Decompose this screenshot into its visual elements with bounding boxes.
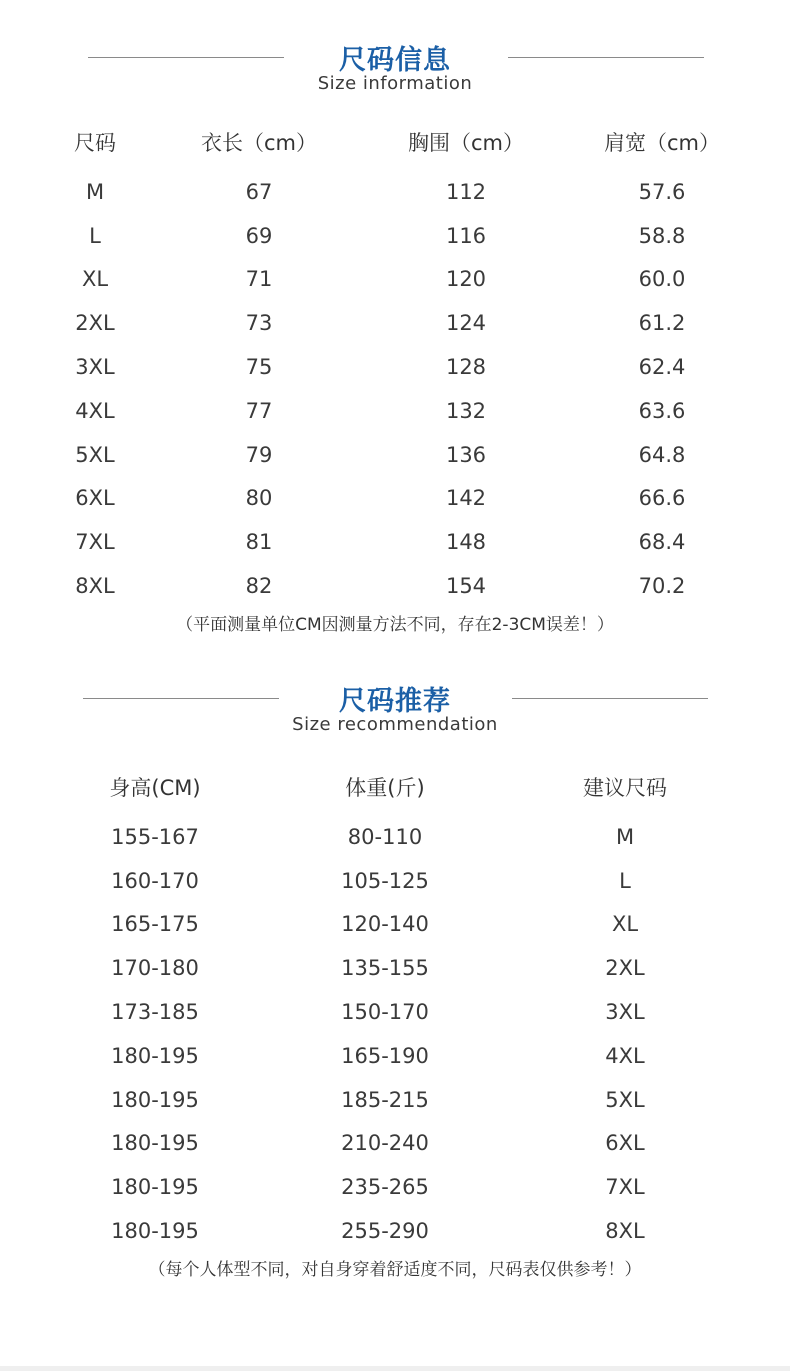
chest-cell: 124 <box>445 311 487 336</box>
shoulder-cell: 68.4 <box>638 530 686 555</box>
length-cell: 82 <box>245 574 273 599</box>
table-row <box>40 345 760 389</box>
table-row <box>55 946 735 990</box>
shoulder-cell: 64.8 <box>638 442 686 467</box>
col-shoulder-header: 肩宽（cm） <box>603 131 720 155</box>
chest-cell: 142 <box>445 486 487 511</box>
table-row <box>55 903 735 947</box>
chest-cell: 136 <box>445 442 487 467</box>
size-rec-header <box>0 640 790 735</box>
table-row <box>55 1209 735 1253</box>
height-cell: 180-195 <box>111 1175 199 1200</box>
recommended-size-cell: 5XL <box>605 1087 645 1112</box>
shoulder-cell: 60.0 <box>638 267 686 292</box>
chest-cell: 120 <box>445 267 487 292</box>
table-row <box>40 389 760 433</box>
table-row <box>40 214 760 258</box>
table-row <box>55 1034 735 1078</box>
table-row <box>40 520 760 564</box>
col-chest-header: 胸围（cm） <box>407 131 524 155</box>
recommended-size-cell: 7XL <box>605 1175 645 1200</box>
col-height-header: 身高(CM) <box>109 776 201 800</box>
recommended-size-cell: 4XL <box>605 1043 645 1068</box>
weight-cell: 80-110 <box>347 824 423 849</box>
length-cell: 67 <box>245 179 273 204</box>
size-cell: 6XL <box>75 486 115 511</box>
height-cell: 180-195 <box>111 1043 199 1068</box>
height-cell: 165-175 <box>111 912 199 937</box>
weight-cell: 150-170 <box>341 1000 429 1025</box>
shoulder-cell: 62.4 <box>638 355 686 380</box>
table-row <box>55 815 735 859</box>
chest-cell: 148 <box>445 530 487 555</box>
recommended-size-cell: M <box>615 824 635 849</box>
col-weight-header: 体重(斤) <box>345 776 425 800</box>
length-cell: 69 <box>245 223 273 248</box>
size-info-subtitle: Size information <box>317 73 473 94</box>
shoulder-cell: 63.6 <box>638 398 686 423</box>
length-cell: 71 <box>245 267 273 292</box>
recommended-size-cell: L <box>619 868 631 893</box>
weight-cell: 185-215 <box>341 1087 429 1112</box>
table-row <box>55 1165 735 1209</box>
shoulder-cell: 66.6 <box>638 486 686 511</box>
shoulder-cell: 58.8 <box>638 223 686 248</box>
size-info-title: 尺码信息 <box>339 45 451 76</box>
recommended-size-cell: 2XL <box>605 956 645 981</box>
height-cell: 180-195 <box>111 1087 199 1112</box>
weight-cell: 235-265 <box>341 1175 429 1200</box>
shoulder-cell: 61.2 <box>638 311 686 336</box>
table-row <box>55 859 735 903</box>
length-cell: 75 <box>245 355 273 380</box>
recommended-size-cell: 3XL <box>605 1000 645 1025</box>
height-cell: 170-180 <box>111 956 199 981</box>
weight-cell: 165-190 <box>341 1043 429 1068</box>
size-cell: 8XL <box>75 574 115 599</box>
size-info-table <box>40 114 760 608</box>
table-row <box>40 301 760 345</box>
size-info-note: （平面测量单位CM因测量方法不同，存在2-3CM误差！） <box>176 615 614 635</box>
length-cell: 81 <box>245 530 273 555</box>
height-cell: 180-195 <box>111 1131 199 1156</box>
height-cell: 160-170 <box>111 868 199 893</box>
table-row <box>55 990 735 1034</box>
chest-cell: 128 <box>445 355 487 380</box>
chest-cell: 132 <box>445 398 487 423</box>
table-row <box>55 1122 735 1166</box>
length-cell: 73 <box>245 311 273 336</box>
recommended-size-cell: XL <box>611 912 639 937</box>
size-cell: 5XL <box>75 442 115 467</box>
recommended-size-cell: 8XL <box>605 1219 645 1244</box>
table-row <box>40 433 760 477</box>
size-rec-note: （每个人体型不同，对自身穿着舒适度不同，尺码表仅供参考！） <box>148 1260 642 1280</box>
col-recommended-size-header: 建议尺码 <box>583 776 667 800</box>
col-length-header: 衣长（cm） <box>200 131 317 155</box>
table-row <box>40 477 760 521</box>
chest-cell: 154 <box>445 574 487 599</box>
size-rec-subtitle: Size recommendation <box>292 714 498 735</box>
size-cell: 3XL <box>75 355 115 380</box>
shoulder-cell: 70.2 <box>638 574 686 599</box>
weight-cell: 210-240 <box>341 1131 429 1156</box>
size-rec-title: 尺码推荐 <box>339 686 451 717</box>
size-rec-table <box>55 759 735 1253</box>
length-cell: 79 <box>245 442 273 467</box>
table-row <box>55 1078 735 1122</box>
chest-cell: 116 <box>445 223 487 248</box>
weight-cell: 120-140 <box>341 912 429 937</box>
height-cell: 180-195 <box>111 1219 199 1244</box>
col-size-header: 尺码 <box>74 131 116 155</box>
table-row <box>40 170 760 214</box>
size-info-section <box>0 0 790 635</box>
table-row <box>40 564 760 608</box>
size-cell: L <box>89 223 101 248</box>
height-cell: 155-167 <box>111 824 199 849</box>
table-header-row <box>55 759 735 815</box>
size-cell: 4XL <box>75 398 115 423</box>
size-cell: M <box>85 179 105 204</box>
size-rec-section <box>0 640 790 1280</box>
size-cell: 7XL <box>75 530 115 555</box>
page-bottom-band <box>0 1366 790 1371</box>
recommended-size-cell: 6XL <box>605 1131 645 1156</box>
length-cell: 80 <box>245 486 273 511</box>
table-header-row <box>40 114 760 170</box>
shoulder-cell: 57.6 <box>638 179 686 204</box>
size-cell: XL <box>81 267 109 292</box>
table-row <box>40 258 760 302</box>
height-cell: 173-185 <box>111 1000 199 1025</box>
weight-cell: 255-290 <box>341 1219 429 1244</box>
size-info-header <box>0 0 790 94</box>
length-cell: 77 <box>245 398 273 423</box>
size-cell: 2XL <box>75 311 115 336</box>
weight-cell: 135-155 <box>341 956 429 981</box>
chest-cell: 112 <box>445 179 487 204</box>
weight-cell: 105-125 <box>341 868 429 893</box>
